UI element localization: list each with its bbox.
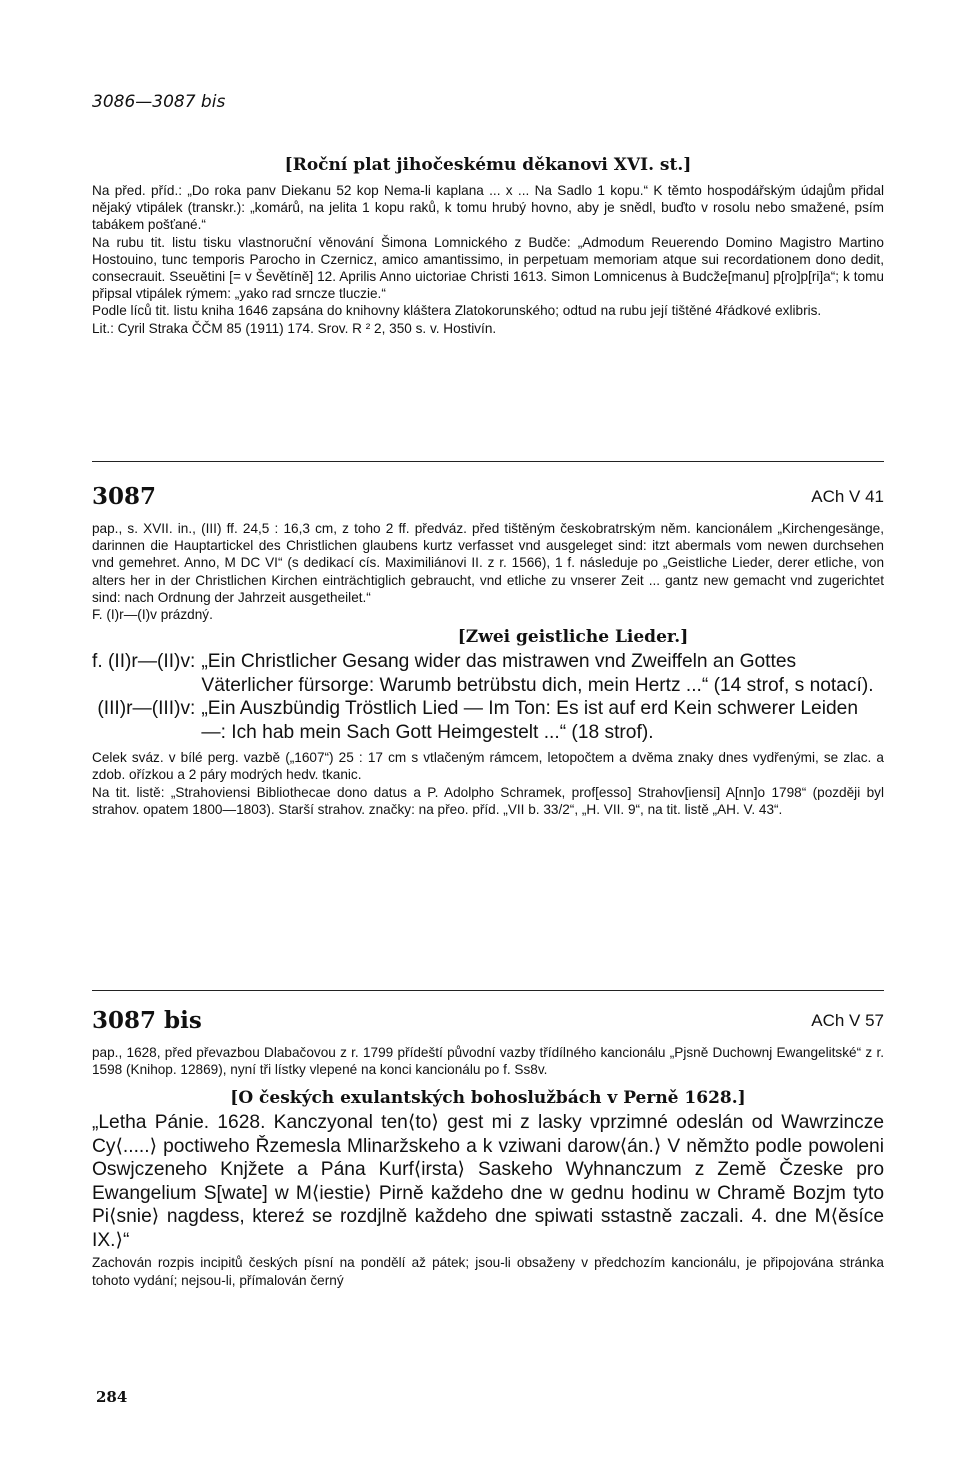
entry-3087bis-heading: [O českých exulantských bohoslužbách v Perně 1628.]	[230, 1088, 746, 1109]
paragraph: Celek sváz. v bílé perg. vazbě („1607“) 25 : 17 cm s vtlačeným rámcem, letopočtem a dvěma znaky dnes vydřenými, se zlac. a zdob. ořízkou a 2 páry modrých hedv. tkanic.	[92, 750, 884, 783]
entry-number: 3087 bis	[92, 1007, 202, 1034]
page-number: 284	[96, 1388, 128, 1406]
divider	[92, 461, 884, 462]
paragraph: Lit.: Cyril Straka ČČM 85 (1911) 174. Srov. R ² 2, 350 s. v. Hostivín.	[92, 320, 497, 336]
entry-3086-heading: [Roční plat jihočeskému děkanovi XVI. st.]	[284, 155, 692, 175]
verse-ref: (III)r—(III)v:	[97, 698, 196, 720]
paragraph: Na tit. listě: „Strahoviensi Bibliothecae dono datus a P. Adolpho Schramek, prof[esso] Strahov[iensi] A[nn]o 1798“ (později byl strahov. opatem 1800—1803). Starší strahov. značky: na přeo. příd. „VII b. 33/2“, „H. VII. 9“, na tit. listě „AH. V. 43“.	[92, 784, 884, 817]
entry-3087-body	[92, 520, 884, 818]
blank-leaf-note: F. (I)r—(I)v prázdný.	[92, 607, 213, 623]
entry-3087bis-body	[92, 1044, 884, 1289]
paragraph: Podle líců tit. listu kniha 1646 zapsána do knihovny kláštera Zlatokorunského; odtud na rubu její tištěné 4řádkové exlibris.	[92, 303, 822, 319]
entry-3087bis-header	[92, 1007, 884, 1034]
paragraph: Na rubu tit. listu tisku vlastnoruční věnování Šimona Lomnického z Budče: „Admodum Reuerendo Domino Magistro Martino Hostouino, tunc temporis Parocho in Czernicz, amico amantissimo, in perpetuam memoriam atque sui recordationem dono dedit, consecrauit. Sseuětini [= v Ševětíně] 12. Aprilis Anno uictoriae Christi 1613. Simon Lomnicenus à Budcže[manu] p[ro]p[ri]a“; k tomu připsal vtipálek rýmem: „yako rad srncze tluczie.“	[92, 234, 884, 302]
entry-number: 3087	[92, 483, 157, 510]
verse-text: „Ein Christlicher Gesang wider das mistrawen vnd Zweiffeln an Gottes Väterlicher fürsorge: Warumb betrübstu dich, mein Hertz ...“ (14 strof, s notací).	[201, 651, 874, 696]
shelfmark: ACh V 41	[811, 487, 884, 506]
description: pap., 1628, před převazbou Dlabačovou z r. 1799 přídeští původní vazby třídílného kancionálu „Pjsně Duchownj Ewangelitské“ z r. 1598 (Knihop. 12869), nyní tři lístky vlepené na konci kancionálu po f. Ss8v.	[92, 1045, 884, 1078]
verse-row	[92, 650, 884, 697]
note: Zachován rozpis incipitů českých písní na pondělí až pátek; jsou-li obsaženy v předchozím kancionálu, je připojována stránka tohoto vydání; nejsou-li, přímalován černý	[92, 1255, 884, 1288]
quote: „Letha Pánie. 1628. Kanczyonal ten⟨to⟩ gest mi z lasky vprzimné odeslán od Wawrzincze Cy⟨.....⟩ poctiweho Řzemesla Mlinaržskeho a k vziwani darow⟨án.⟩ V němžto podle powoleni Oswjczeneho Knjžete a Pána Kurf⟨irsta⟩ Saskeho Wyhnanczum z Země Čzeske pro Ewangelium S[wate] w M⟨iestie⟩ Pirně každeho dne w gednu hodinu w Chramě Bozjm tyto Pi⟨snie⟩ nagdess, ktereź se rozdjlně každeho dne spiwati sstastně zaczali. 4. dne M⟨ěsíce IX.⟩“	[92, 1112, 884, 1251]
verse-text: „Ein Auszbündig Tröstlich Lied — Im Ton: Es ist auf erd Kein schwerer Leiden —: Ich hab mein Sach Gott Heimgestelt ...“ (18 strof).	[201, 698, 859, 743]
verse-list	[92, 650, 884, 744]
page	[92, 0, 884, 1462]
paragraph: Na před. příd.: „Do roka panv Diekanu 52 kop Nema-li kaplana ... x ... Na Sadlo 1 kopu.“ K těmto hospodářským údajům přidal nějaký vtipálek (transkr.): „komárů, na jelita 1 kopu raků, k tomu hrubý hovno, aby je snědl, buďto v rosolu nebo smažené, psím tabákem pošťané.“	[92, 183, 884, 233]
running-head: 3086—3087 bis	[92, 92, 226, 112]
verse-ref: f. (II)r—(II)v:	[92, 651, 196, 673]
entry-3086-body	[92, 182, 884, 337]
entry-3086	[92, 155, 884, 337]
shelfmark: ACh V 57	[811, 1011, 884, 1030]
description: pap., s. XVII. in., (III) ff. 24,5 : 16,3 cm, z toho 2 ff. předváz. před tištěným českobratrským něm. kancionálem „Kirchengesänge, darinnen die Hauptartickel des Christlichen glaubens kurtz verfasset vnd ausgeleget sind: itzt abermals vom newen durchsehen vnd gemehret. Anno, M DC VI“ (s dedikací cís. Maximiliánovi II. z r. 1566), 1 f. následuje po „Geistliche Lieder, derer etliche, von alters her in der Christlichen Kirchen einträchtiglich gebraucht, vnd etliche zu vnserer Zeit ... gantz new gemacht vnd zugerichtet sind: nach Ordnung der Jahrzeit ausgetheilet.“	[92, 521, 884, 605]
entry-3087-header	[92, 483, 884, 510]
entry-3087-heading: [Zwei geistliche Lieder.]	[457, 627, 689, 648]
divider	[92, 990, 884, 991]
binding-notes	[92, 749, 884, 818]
verse-row	[92, 697, 884, 744]
